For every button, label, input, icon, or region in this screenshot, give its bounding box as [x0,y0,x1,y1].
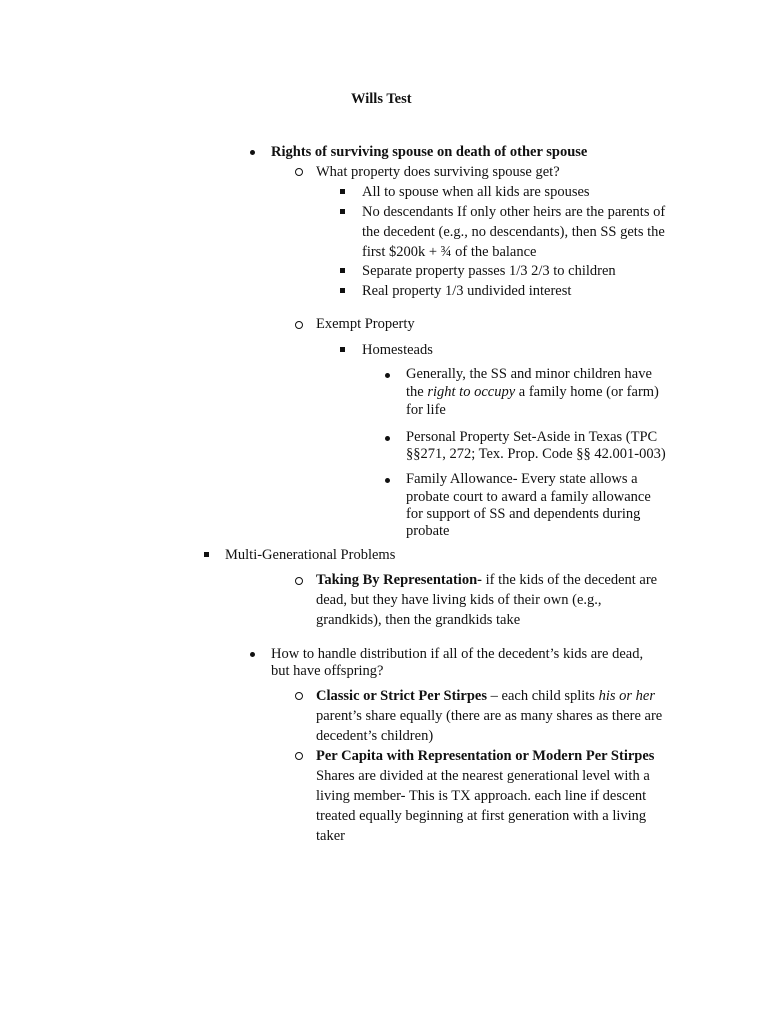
family-allowance-line: probate [406,523,450,539]
representation-line: Taking By Representation- if the kids of the decedent are [316,572,658,588]
per-capita-line: treated equally beginning at first generation with a living [316,808,647,824]
bullet-circle [295,321,303,329]
bullet-circle [295,577,303,585]
family-allowance-line: Family Allowance- Every state allows a [406,471,638,487]
bullet-dot [250,150,255,155]
representation-line: grandkids), then the grandkids take [316,612,521,628]
bullet-square [340,209,345,214]
bullet-square [340,347,345,352]
per-capita-line: living member- This is TX approach. each line if descent [316,788,647,804]
classic-per-stirpes-line: decedent’s children) [316,728,434,744]
list-item-cont: first $200k + ¾ of the balance [362,244,537,260]
homesteads-text: Homesteads [362,342,433,358]
family-allowance-line: probate court to award a family allowance [406,489,651,505]
per-capita-heading: Per Capita with Representation or Modern Per Stirpes [316,748,655,764]
bullet-dot [385,373,390,378]
bullet-dot [385,436,390,441]
bullet-square [340,288,345,293]
per-capita-line: taker [316,828,345,844]
bullet-circle [295,692,303,700]
exempt-property-text: Exempt Property [316,316,415,332]
page-title: Wills Test [351,91,412,107]
list-item: Real property 1/3 undivided interest [362,283,572,299]
classic-per-stirpes-line: Classic or Strict Per Stirpes – each child splits his or her [316,688,655,704]
generally-line: the right to occupy a family home (or farm) [406,384,659,400]
generally-line: Generally, the SS and minor children have [406,366,652,382]
bullet-square [340,189,345,194]
list-item: All to spouse when all kids are spouses [362,184,590,200]
multi-generational-heading: Multi-Generational Problems [225,547,396,563]
bullet-circle [295,752,303,760]
generally-line: for life [406,402,446,418]
bullet-dot [385,478,390,483]
rights-heading: Rights of surviving spouse on death of other spouse [271,144,588,160]
list-item-cont: the decedent (e.g., no descendants), then SS gets the [362,224,665,240]
personal-property-line: Personal Property Set-Aside in Texas (TPC [406,429,658,445]
per-capita-line: Shares are divided at the nearest generational level with a [316,768,650,784]
bullet-dot [250,652,255,657]
representation-line: dead, but they have living kids of their own (e.g., [316,592,602,608]
bullet-square [340,268,345,273]
personal-property-line: §§271, 272; Tex. Prop. Code §§ 42.001-003) [406,446,666,462]
bullet-square [204,552,209,557]
what-property-text: What property does surviving spouse get? [316,164,560,180]
family-allowance-line: for support of SS and dependents during [406,506,641,522]
list-item: Separate property passes 1/3 2/3 to children [362,263,616,279]
classic-per-stirpes-line: parent’s share equally (there are as many shares as there are [316,708,663,724]
distribution-question: How to handle distribution if all of the decedent’s kids are dead, [271,646,644,662]
bullet-circle [295,168,303,176]
list-item: No descendants If only other heirs are the parents of [362,204,666,220]
distribution-question: but have offspring? [271,663,384,679]
